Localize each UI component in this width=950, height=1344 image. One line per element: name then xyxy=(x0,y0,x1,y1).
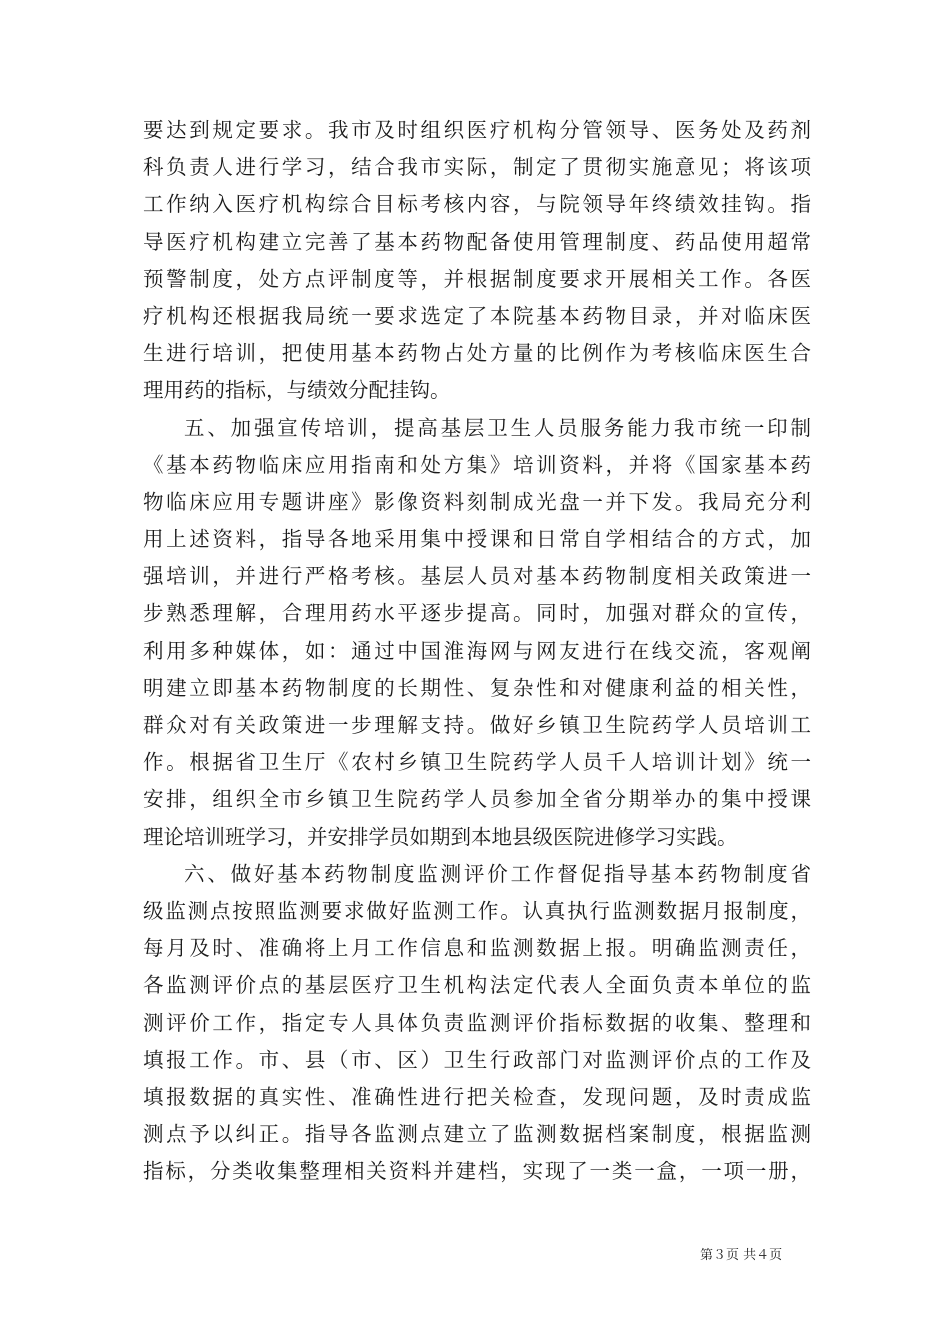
text-line: 步熟悉理解，合理用药水平逐步提高。同时，加强对群众的宣传， xyxy=(143,601,811,626)
text-line: 理论培训班学习，并安排学员如期到本地县级医院进修学习实践。 xyxy=(143,824,738,849)
page-number: 第３页 共４页 xyxy=(700,1248,783,1263)
text-line: 强培训，并进行严格考核。基层人员对基本药物制度相关政策进一 xyxy=(143,564,811,589)
text-line: 测评价工作，指定专人具体负责监测评价指标数据的收集、整理和 xyxy=(143,1010,811,1035)
paragraph-start-line: 六、做好基本药物制度监测评价工作督促指导基本药物制度省 xyxy=(184,861,811,886)
text-line: 生进行培训，把使用基本药物占处方量的比例作为考核临床医生合 xyxy=(143,341,811,366)
text-line: 物临床应用专题讲座》影像资料刻制成光盘一并下发。我局充分利 xyxy=(143,489,811,514)
text-line: 指标，分类收集整理相关资料并建档，实现了一类一盒，一项一册， xyxy=(143,1159,811,1184)
text-line: 填报数据的真实性、准确性进行把关检查，发现问题，及时责成监 xyxy=(143,1084,811,1109)
text-line: 每月及时、准确将上月工作信息和监测数据上报。明确监测责任， xyxy=(143,936,811,961)
text-line: 明建立即基本药物制度的长期性、复杂性和对健康利益的相关性， xyxy=(143,675,811,700)
text-line: 安排，组织全市乡镇卫生院药学人员参加全省分期举办的集中授课 xyxy=(143,787,811,812)
text-line: 理用药的指标，与绩效分配挂钩。 xyxy=(143,378,451,403)
text-line: 填报工作。市、县（市、区）卫生行政部门对监测评价点的工作及 xyxy=(143,1047,811,1072)
text-line: 测点予以纠正。指导各监测点建立了监测数据档案制度，根据监测 xyxy=(143,1122,811,1147)
text-line: 群众对有关政策进一步理解支持。做好乡镇卫生院药学人员培训工 xyxy=(143,713,811,737)
text-line: 作。根据省卫生厅《农村乡镇卫生院药学人员千人培训计划》统一 xyxy=(143,750,811,775)
text-line: 疗机构还根据我局统一要求选定了本院基本药物目录，并对临床医 xyxy=(143,303,811,328)
text-line: 要达到规定要求。我市及时组织医疗机构分管领导、医务处及药剂 xyxy=(143,118,811,142)
paragraph-start-line: 五、加强宣传培训，提高基层卫生人员服务能力我市统一印制 xyxy=(184,415,811,440)
text-line: 级监测点按照监测要求做好监测工作。认真执行监测数据月报制度， xyxy=(143,898,811,923)
text-line: 导医疗机构建立完善了基本药物配备使用管理制度、药品使用超常 xyxy=(143,229,811,254)
text-line: 预警制度，处方点评制度等，并根据制度要求开展相关工作。各医 xyxy=(143,266,811,291)
text-line: 科负责人进行学习，结合我市实际，制定了贯彻实施意见；将该项 xyxy=(143,155,811,180)
text-line: 各监测评价点的基层医疗卫生机构法定代表人全面负责本单位的监 xyxy=(143,973,811,998)
text-line: 利用多种媒体，如：通过中国淮海网与网友进行在线交流，客观阐 xyxy=(143,638,811,663)
body-text xyxy=(143,112,811,1190)
text-line: 《基本药物临床应用指南和处方集》培训资料，并将《国家基本药 xyxy=(143,452,811,477)
text-line: 用上述资料，指导各地采用集中授课和日常自学相结合的方式，加 xyxy=(143,527,811,552)
text-line: 工作纳入医疗机构综合目标考核内容，与院领导年终绩效挂钩。指 xyxy=(143,192,811,217)
